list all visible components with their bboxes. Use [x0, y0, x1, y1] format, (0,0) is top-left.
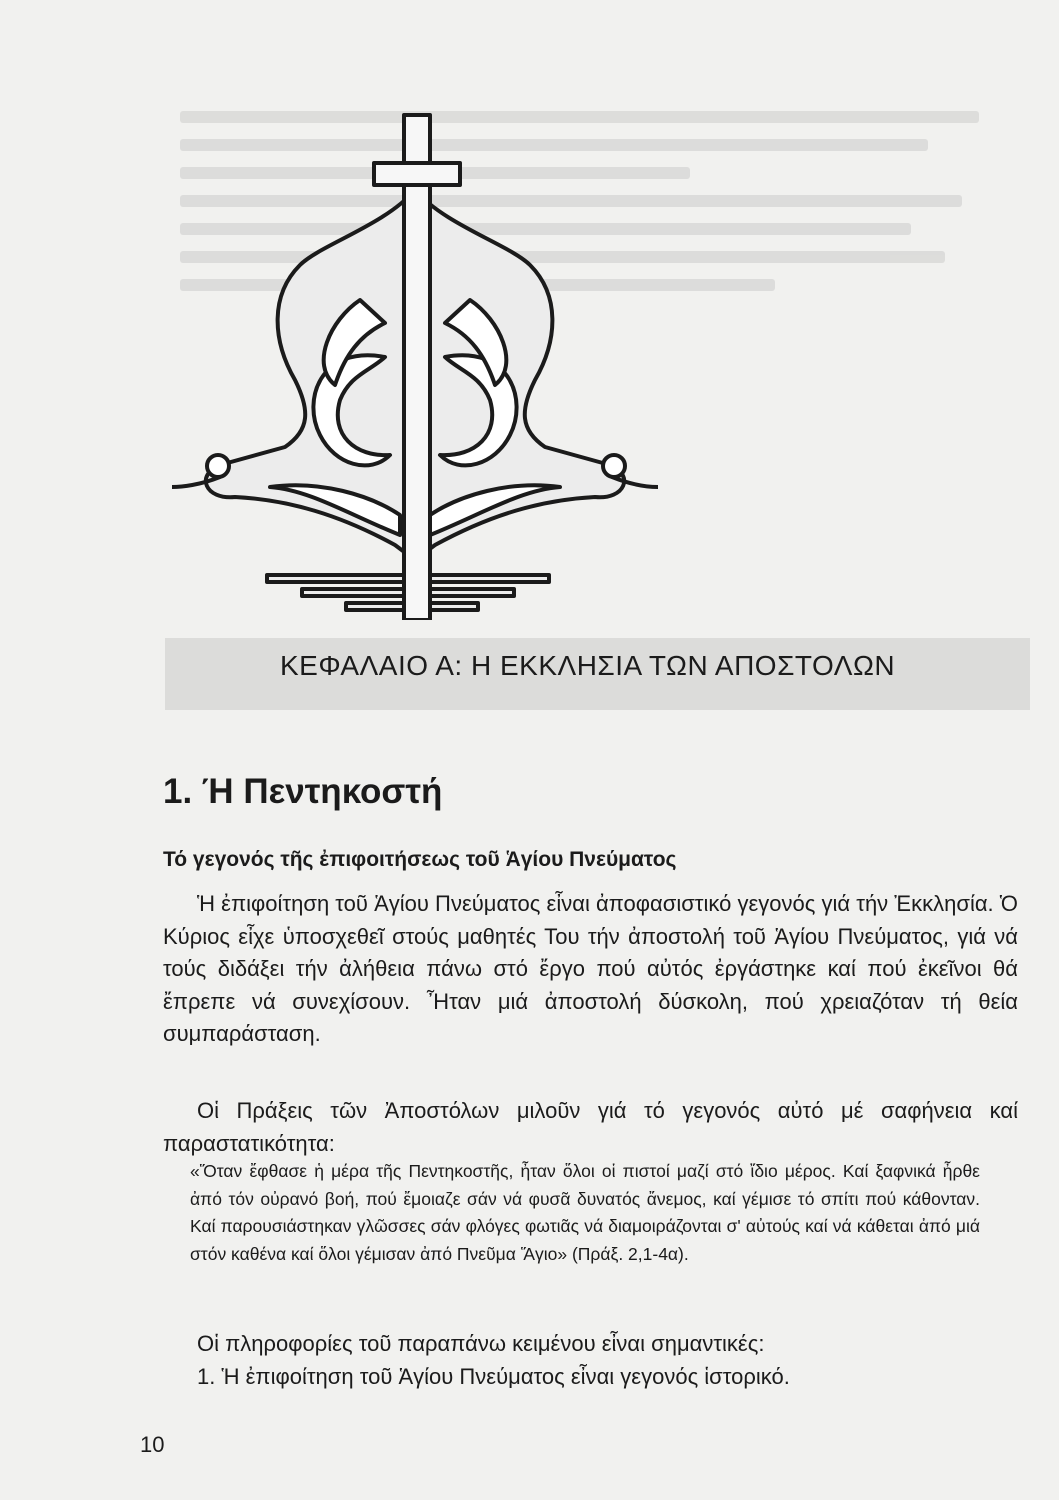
numbered-point: 1. Ἡ ἐπιφοίτηση τοῦ Ἁγίου Πνεύματος εἶναι γεγονός ἱστορικό. [197, 1363, 790, 1389]
body-paragraph-1 [163, 888, 1018, 1051]
body-paragraph-2 [163, 1095, 1018, 1160]
cross-ornament-illustration [160, 95, 660, 620]
scripture-quote [190, 1158, 980, 1268]
paragraph-text: Ἡ ἐπιφοίτηση τοῦ Ἁγίου Πνεύματος εἶναι ἀποφασιστικό γεγονός γιά τήν Ἐκκλησία. Ὁ Κύριος εἶχε ὑποσχεθεῖ στούς μαθητές Του τήν ἀποστολή τοῦ Ἁγίου Πνεύματος, γιά νά τούς διδάξει τήν ἀλήθεια πάνω στό ἔργο πού αὐτός ἐργάστηκε καί πού ἐκεῖνοι θά ἔπρεπε νά συνεχίσουν. Ἦταν μιά ἀποστολή δύσκολη, πού χρειαζόταν τή θεία συμπαράσταση. [163, 891, 1018, 1046]
section-subheading: Τό γεγονός τῆς ἐπιφοιτήσεως τοῦ Ἁγίου Πνεύματος [163, 848, 677, 871]
paragraph-text: Οἱ πληροφορίες τοῦ παραπάνω κειμένου εἶναι σημαντικές: [197, 1331, 765, 1356]
body-paragraph-3 [163, 1328, 1018, 1393]
paragraph-text: Οἱ Πράξεις τῶν Ἀποστόλων μιλοῦν γιά τό γεγονός αὐτό μέ σαφήνεια καί παραστατικότητα: [163, 1098, 1018, 1156]
page-number: 10 [140, 1432, 165, 1457]
section-title: 1. Ή Πεντηκοστή [163, 772, 443, 811]
chapter-title: ΚΕΦΑΛΑΙΟ Α: Η ΕΚΚΛΗΣΙΑ ΤΩΝ ΑΠΟΣΤΟΛΩΝ [280, 650, 896, 681]
quote-text: «Ὅταν ἔφθασε ἡ μέρα τῆς Πεντηκοστῆς, ἦταν ὅλοι οἱ πιστοί μαζί στό ἴδιο μέρος. Καί ξαφνικά ἦρθε ἀπό τόν οὐρανό βοή, πού ἔμοιαζε σάν νά φυσᾶ δυνατός ἄνεμος, καί γέμισε τό σπίτι πού κάθονταν. Καί παρουσιάστηκαν γλῶσσες σάν φλόγες φωτιᾶς νά διαμοιράζονται σ' αὐτούς καί νά κάθεται ἀπό μιά στόν καθένα καί ὅλοι γέμισαν ἀπό Πνεῦμα Ἅγιο» (Πράξ. 2,1-4α). [190, 1161, 980, 1264]
